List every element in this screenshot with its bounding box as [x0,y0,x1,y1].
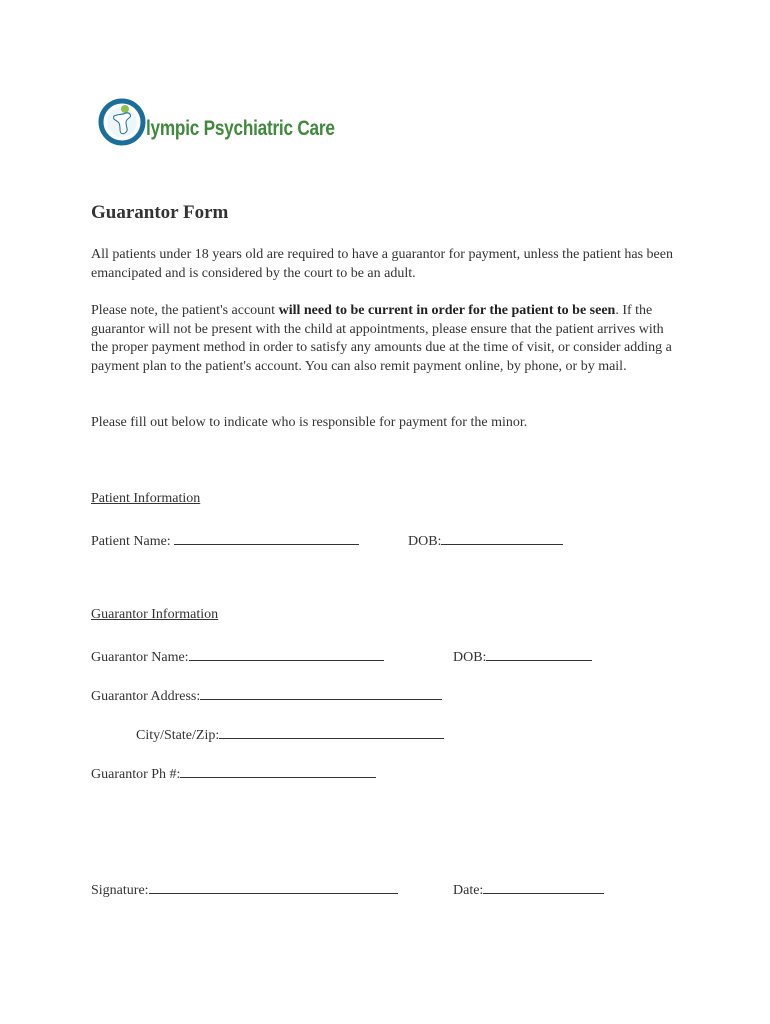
guarantor-address-input-line[interactable] [200,685,442,700]
guarantor-phone-field [91,763,376,783]
signature-date-field [453,879,604,899]
patient-dob-field [408,530,563,550]
signature-field [91,879,398,899]
olympic-psychiatric-care-logo [92,92,352,152]
patient-name-field [91,530,359,550]
guarantor-name-field [91,646,384,666]
guarantor-name-label: Guarantor Name: [91,650,189,665]
patient-name-label: Patient Name: [91,534,175,549]
form-title: Guarantor Form [91,202,229,223]
patient-dob-input-line[interactable] [441,530,563,545]
guarantor-dob-field [453,646,592,666]
signature-date-input-line[interactable] [483,879,604,894]
city-state-zip-label: City/State/Zip: [136,728,220,743]
guarantor-name-input-line[interactable] [189,646,384,661]
city-state-zip-input-line[interactable] [219,724,444,739]
payment-note-paragraph [91,302,681,376]
intro-paragraph: All patients under 18 years old are required to have a guarantor for payment, unless the patient has been emancipated and is considered by the court to be an adult. [91,247,673,281]
patient-dob-label: DOB: [408,534,442,549]
guarantor-dob-label: DOB: [453,650,487,665]
signature-date-label: Date: [453,883,484,898]
guarantor-phone-label: Guarantor Ph #: [91,767,181,782]
guarantor-address-label: Guarantor Address: [91,689,201,704]
guarantor-phone-input-line[interactable] [180,763,376,778]
logo-emblem-icon [92,92,152,152]
note-bold-text: will need to be current in order for the patient to be seen [278,303,616,318]
instruction-text: Please fill out below to indicate who is responsible for payment for the minor. [91,415,528,430]
guarantor-address-field [91,685,442,705]
logo-wordmark: lympic Psychiatric Care [146,117,335,140]
patient-name-input-line[interactable] [174,530,359,545]
guarantor-dob-input-line[interactable] [486,646,592,661]
note-rest-text: . If the guarantor will not be present with the child at appointments, please ensure that the patient arrives with the proper payment method in order to satisfy any amounts due at the time of visit, or consider adding a payment plan to the patient's account. You can also remit payment online, by phone, or by mail. [91,303,672,374]
note-lead-text: Please note, the patient's account [91,303,279,318]
signature-input-line[interactable] [149,879,398,894]
signature-label: Signature: [91,883,149,898]
patient-information-heading: Patient Information [91,491,201,506]
guarantor-information-heading: Guarantor Information [91,607,219,622]
city-state-zip-field [136,724,444,744]
